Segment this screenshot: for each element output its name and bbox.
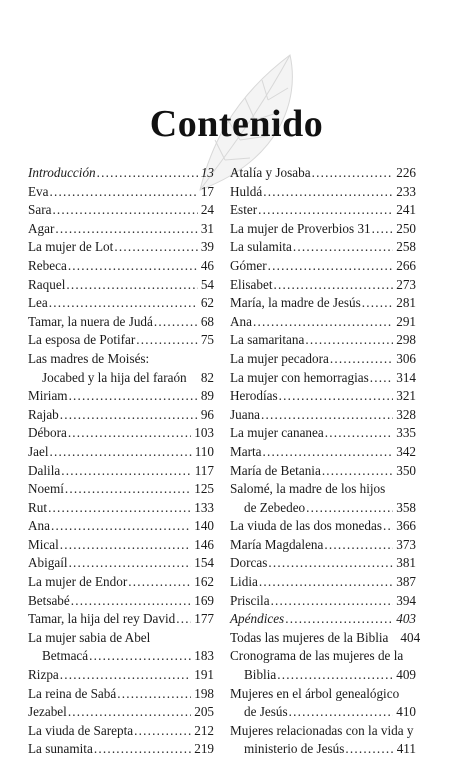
toc-entry-label: Atalía y Josaba [230, 165, 311, 180]
toc-leader-dots [134, 722, 191, 741]
toc-entry-label: La mujer con hemorragias [230, 369, 369, 385]
toc-page-number: 342 [396, 443, 416, 459]
toc-entry-label: Jocabed y la hija del faraón [42, 369, 187, 385]
toc-leader-dots [52, 201, 197, 220]
toc-entry [28, 647, 214, 666]
toc-leader-dots [273, 276, 393, 295]
toc-entry-label: Marta [230, 443, 262, 459]
toc-entry [230, 313, 416, 332]
toc-page-number: 226 [396, 165, 416, 180]
toc-entry [28, 369, 214, 388]
toc-page-number: 281 [396, 295, 416, 311]
toc-entry [28, 554, 214, 573]
toc-leader-dots [97, 164, 198, 183]
toc-entry [230, 387, 416, 406]
toc-entry [28, 406, 214, 425]
toc-leader-dots [60, 666, 191, 685]
toc-entry-label: Ana [28, 518, 50, 534]
toc-entry [230, 443, 416, 462]
toc-entry-label: Rizpa [28, 667, 59, 683]
toc-entry [230, 294, 416, 313]
toc-leader-dots [268, 257, 394, 276]
toc-entry [28, 350, 214, 369]
toc-entry-label: Tamar, la hija del rey David [28, 611, 176, 627]
toc-page-number: 177 [194, 611, 214, 627]
toc-leader-dots [117, 685, 191, 704]
toc-leader-dots [154, 313, 198, 332]
toc-page-number: 241 [396, 202, 416, 218]
toc-right-column [230, 164, 421, 759]
toc-entry-label: Priscila [230, 592, 270, 608]
toc-entry [230, 350, 416, 369]
toc-leader-dots [383, 517, 393, 536]
toc-leader-dots [253, 313, 393, 332]
toc-entry-label: María de Betania [230, 462, 321, 478]
toc-leader-dots [268, 554, 393, 573]
toc-page-number: 403 [396, 611, 416, 627]
toc-entry [28, 331, 214, 350]
toc-entry-label: Betmacá [42, 648, 89, 664]
toc-entry [28, 722, 214, 741]
toc-entry [28, 592, 214, 611]
toc-entry-label: Abigaíl [28, 555, 68, 571]
toc-leader-dots [312, 164, 394, 183]
toc-entry [28, 573, 214, 592]
toc-entry-label: Mujeres relacionadas con la vida y [230, 722, 414, 738]
toc-entry-label: Betsabé [28, 592, 70, 608]
toc-entry-label: Cronograma de las mujeres de la [230, 648, 404, 664]
toc-leader-dots [372, 220, 394, 239]
toc-entry [28, 666, 214, 685]
toc-leader-dots [305, 331, 393, 350]
toc-entry-label: María Magdalena [230, 536, 324, 552]
toc-leader-dots [279, 387, 394, 406]
toc-entry-label: Huldá [230, 183, 263, 199]
toc-entry [230, 331, 416, 350]
toc-entry-label: Juana [230, 406, 261, 422]
toc-page-number: 273 [396, 276, 416, 292]
toc-entry [230, 201, 416, 220]
toc-entry-label: ministerio de Jesús [244, 741, 345, 757]
toc-leader-dots [48, 499, 191, 518]
toc-entry-label: Jael [28, 443, 49, 459]
toc-entry-label: Sara [28, 202, 52, 218]
toc-entry-label: Gómer [230, 257, 267, 273]
toc-entry-label: Salomé, la madre de los hijos [230, 481, 386, 497]
toc-page-number: 183 [194, 648, 214, 664]
toc-entry [230, 183, 416, 202]
toc-leader-dots [94, 740, 191, 759]
toc-entry [230, 406, 416, 425]
toc-entry [28, 183, 214, 202]
toc-entry-label: Jezabel [28, 704, 67, 720]
toc-entry [28, 517, 214, 536]
toc-entry-label: Las madres de Moisés: [28, 350, 150, 366]
toc-leader-dots [263, 183, 393, 202]
toc-entry-label: Ester [230, 202, 258, 218]
toc-page-number: 266 [396, 257, 416, 273]
toc-entry-label: La viuda de las dos monedas [230, 518, 382, 534]
toc-page-number: 31 [200, 220, 214, 236]
toc-page-number: 24 [200, 202, 214, 218]
toc-leader-dots [69, 554, 192, 573]
toc-page-number: 103 [194, 425, 214, 441]
toc-leader-dots [68, 703, 191, 722]
toc-entry [230, 462, 416, 481]
toc-leader-dots [50, 443, 192, 462]
toc-entry-label: Tamar, la nuera de Judá [28, 313, 153, 329]
toc-leader-dots [285, 610, 393, 629]
toc-entry [28, 499, 214, 518]
toc-page-number: 219 [194, 741, 214, 757]
toc-leader-dots [258, 201, 393, 220]
toc-entry-label: Biblia [244, 667, 277, 683]
toc-page-number: 358 [396, 499, 416, 515]
toc-page-number: 125 [194, 481, 214, 497]
toc-entry [28, 480, 214, 499]
toc-page-number: 250 [396, 220, 416, 236]
toc-page-number: 96 [200, 406, 214, 422]
toc-leader-dots [51, 517, 191, 536]
toc-entry-label: La esposa de Potifar [28, 332, 136, 348]
toc-leader-dots [277, 666, 393, 685]
toc-entry-label: La mujer cananea [230, 425, 324, 441]
toc-entry-label: Introducción [28, 165, 96, 180]
toc-page-number: 258 [396, 239, 416, 255]
toc-entry-label: Todas las mujeres de la Biblia [230, 629, 389, 645]
toc-entry [28, 238, 214, 257]
toc-entry [230, 647, 416, 666]
toc-page-number: 117 [194, 462, 214, 478]
toc-entry [230, 480, 416, 499]
toc-entry-label: de Zebedeo [244, 499, 306, 515]
toc-page-number: 39 [200, 239, 214, 255]
toc-entry [28, 629, 214, 648]
toc-leader-dots [261, 406, 393, 425]
toc-entry [28, 164, 214, 183]
toc-entry [28, 685, 214, 704]
toc-entry [28, 276, 214, 295]
toc-page-number: 411 [396, 741, 416, 757]
toc-entry [28, 313, 214, 332]
toc-page-number: 373 [396, 536, 416, 552]
toc-entry-label: Raquel [28, 276, 66, 292]
toc-page-number: 191 [194, 667, 214, 683]
toc-leader-dots [324, 536, 393, 555]
toc-page-number: 162 [194, 574, 214, 590]
toc-leader-dots [65, 480, 191, 499]
toc-page-number: 306 [396, 350, 416, 366]
toc-entry-label: Lea [28, 295, 48, 311]
toc-entry [28, 536, 214, 555]
toc-entry [230, 238, 416, 257]
toc-leader-dots [128, 573, 191, 592]
toc-page-number: 381 [396, 555, 416, 571]
toc-entry [28, 220, 214, 239]
toc-entry-label: Herodías [230, 388, 278, 404]
toc-leader-dots [289, 703, 394, 722]
toc-page-number: 110 [194, 443, 214, 459]
toc-entry-label: Mical [28, 536, 59, 552]
page-title: Contenido [149, 103, 324, 145]
toc-entry [230, 740, 416, 759]
toc-leader-dots [362, 294, 393, 313]
toc-entry-label: Agar [28, 220, 55, 236]
toc-entry-label: La mujer de Endor [28, 574, 128, 590]
toc-leader-dots [271, 592, 394, 611]
toc-leader-dots [306, 499, 393, 518]
toc-entry [28, 201, 214, 220]
toc-entry-label: Débora [28, 425, 67, 441]
toc-page-number: 328 [396, 406, 416, 422]
toc-entry [230, 499, 416, 518]
toc-entry-label: Noemí [28, 481, 64, 497]
toc-entry [28, 387, 214, 406]
toc-entry [230, 424, 416, 443]
toc-entry [230, 685, 416, 704]
toc-entry-label: La sulamita [230, 239, 292, 255]
toc-leader-dots [293, 238, 393, 257]
toc-entry [230, 276, 416, 295]
toc-entry [230, 220, 416, 239]
toc-entry-label: Mujeres en el árbol genealógico [230, 685, 400, 701]
toc-entry-label: Dorcas [230, 555, 268, 571]
toc-leader-dots [136, 331, 198, 350]
toc-page-number: 409 [396, 667, 416, 683]
toc-entry-label: La viuda de Sarepta [28, 722, 134, 738]
toc-page-number: 13 [200, 165, 214, 180]
toc-entry [28, 294, 214, 313]
toc-page-number: 335 [396, 425, 416, 441]
toc-entry [230, 536, 416, 555]
toc-page-number: 68 [200, 313, 214, 329]
toc-page-number: 154 [194, 555, 214, 571]
toc-leader-dots [322, 462, 393, 481]
toc-entry [230, 666, 416, 685]
toc-page-number: 410 [396, 704, 416, 720]
toc-page-number: 233 [396, 183, 416, 199]
toc-entry-label: Dalila [28, 462, 61, 478]
toc-page-number: 54 [200, 276, 214, 292]
toc-page-number: 17 [200, 183, 214, 199]
toc-page-number: 140 [194, 518, 214, 534]
toc-entry-label: Miriam [28, 388, 68, 404]
toc-entry [230, 610, 416, 629]
toc-entry [230, 554, 416, 573]
toc-page-number: 212 [194, 722, 214, 738]
toc-leader-dots [263, 443, 394, 462]
toc-entry-label: de Jesús [244, 704, 288, 720]
toc-entry [28, 443, 214, 462]
toc-page-number: 387 [396, 574, 416, 590]
toc-entry [230, 517, 416, 536]
toc-leader-dots [49, 294, 198, 313]
toc-leader-dots [61, 462, 191, 481]
toc-entry [28, 703, 214, 722]
toc-entry-label: La mujer de Proverbios 31 [230, 220, 371, 236]
toc-page-number: 205 [194, 704, 214, 720]
toc-leader-dots [370, 369, 393, 388]
toc-page-number: 321 [396, 388, 416, 404]
toc-page-number: 366 [396, 518, 416, 534]
toc-leader-dots [50, 183, 198, 202]
toc-leader-dots [68, 257, 198, 276]
toc-page-number: 62 [200, 295, 214, 311]
toc-entry-label: La mujer pecadora [230, 350, 329, 366]
toc-entry-label: Ana [230, 313, 252, 329]
toc-entry-label: María, la madre de Jesús [230, 295, 361, 311]
toc-page-number: 146 [194, 536, 214, 552]
toc-entry [230, 164, 416, 183]
toc-page-number: 169 [194, 592, 214, 608]
toc-page-number: 394 [396, 592, 416, 608]
toc-entry [230, 722, 416, 741]
toc-page-number: 314 [396, 369, 416, 385]
toc-entry [230, 369, 416, 388]
toc-leader-dots [345, 740, 393, 759]
toc-leader-dots [69, 387, 198, 406]
toc-entry-label: Rajab [28, 406, 59, 422]
toc-page-number: 82 [200, 369, 214, 385]
toc-leader-dots [60, 536, 191, 555]
toc-entry-label: Eva [28, 183, 49, 199]
toc-page-number: 298 [396, 332, 416, 348]
toc-leader-dots [55, 220, 197, 239]
toc-entry [230, 703, 416, 722]
toc-page-number: 89 [200, 388, 214, 404]
toc-page-number: 291 [396, 313, 416, 329]
toc-leader-dots [60, 406, 198, 425]
toc-entry-label: Elisabet [230, 276, 273, 292]
toc-entry [28, 257, 214, 276]
toc-entry-label: Rebeca [28, 257, 67, 273]
toc-leader-dots [330, 350, 393, 369]
toc-page-number: 133 [194, 499, 214, 515]
toc-leader-dots [259, 573, 393, 592]
toc-leader-dots [68, 424, 191, 443]
toc-entry [230, 257, 416, 276]
toc-page-number: 46 [200, 257, 214, 273]
toc-leader-dots [66, 276, 197, 295]
toc-entry [28, 424, 214, 443]
toc-entry [28, 740, 214, 759]
toc-entry [230, 629, 421, 648]
toc-entry-label: La sunamita [28, 741, 93, 757]
toc-entry [28, 610, 214, 629]
toc-entry [230, 592, 416, 611]
toc-entry-label: Apéndices [230, 611, 285, 627]
toc-entry-label: Rut [28, 499, 48, 515]
toc-entry-label: La reina de Sabá [28, 685, 117, 701]
toc-entry [230, 573, 416, 592]
toc-page-number: 350 [396, 462, 416, 478]
toc-entry-label: Lidia [230, 574, 258, 590]
toc-entry [28, 462, 214, 481]
toc-page-number: 198 [194, 685, 214, 701]
toc-leader-dots [71, 592, 191, 611]
toc-entry-label: La mujer de Lot [28, 239, 114, 255]
toc-page-number: 404 [400, 629, 421, 645]
toc-leader-dots [89, 647, 191, 666]
toc-entry-label: La samaritana [230, 332, 305, 348]
toc-page-number: 75 [200, 332, 214, 348]
toc-entry-label: La mujer sabia de Abel [28, 629, 151, 645]
toc-left-column [28, 164, 214, 759]
toc-leader-dots [176, 610, 191, 629]
toc-leader-dots [114, 238, 197, 257]
toc-leader-dots [325, 424, 394, 443]
